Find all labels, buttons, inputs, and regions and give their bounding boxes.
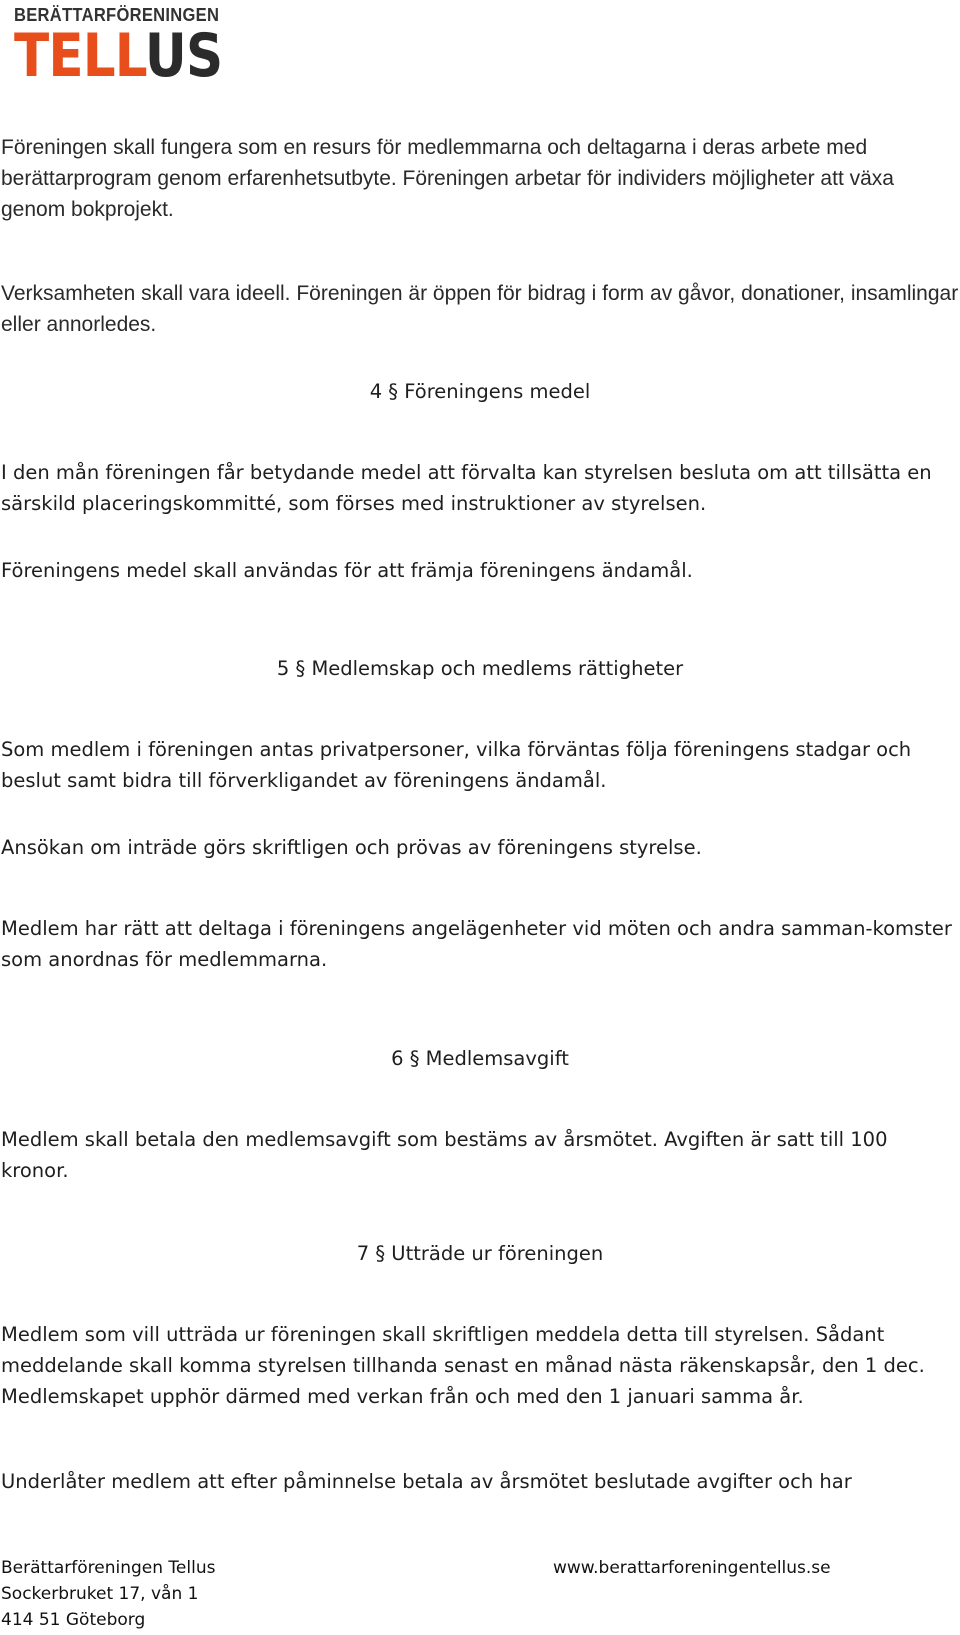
paragraph-funds-usage: Föreningens medel skall användas för att främja föreningens ändamål. bbox=[1, 559, 693, 582]
logo-main-dark: US bbox=[144, 21, 223, 91]
paragraph-resignation: Medlem som vill utträda ur föreningen skall skriftligen meddela detta till styrelsen. Sådant meddelande skall komma styrelsen tillhanda senast en månad nästa räkenskapsår, den 1 dec. Medlemskapet upphör därmed med verkan från och med den 1 januari samma år. bbox=[1, 1323, 925, 1408]
organization-logo bbox=[14, 4, 244, 91]
paragraph-placement-committee: I den mån föreningen får betydande medel att förvalta kan styrelsen besluta om att tillsätta en särskild placeringskommitté, som förses med instruktioner av styrelsen. bbox=[1, 461, 932, 515]
paragraph-purpose: Föreningen skall fungera som en resurs för medlemmarna och deltagarna i deras arbete med berättarprogram genom erfarenhetsutbyte. Föreningen arbetar för individers möjligheter att växa genom bokprojekt. bbox=[1, 136, 894, 221]
footer-org-name: Berättarföreningen Tellus bbox=[1, 1558, 216, 1578]
logo-main-orange: TELL bbox=[14, 21, 145, 91]
section-heading-4: 4 § Föreningens medel bbox=[369, 380, 591, 403]
footer-address-line2: 414 51 Göteborg bbox=[1, 1610, 146, 1630]
footer-address-line1: Sockerbruket 17, vån 1 bbox=[1, 1584, 199, 1604]
paragraph-member-rights: Medlem har rätt att deltaga i föreningens angelägenheter vid möten och andra samman-komster som anordnas för medlemmarna. bbox=[1, 917, 952, 971]
section-heading-7: 7 § Utträde ur föreningen bbox=[356, 1242, 604, 1265]
logo-top-text: BERÄTTARFÖRENINGEN bbox=[14, 5, 220, 25]
paragraph-application: Ansökan om inträde görs skriftligen och prövas av föreningens styrelse. bbox=[1, 836, 702, 859]
logo-main-text bbox=[14, 21, 223, 91]
paragraph-nonpayment: Underlåter medlem att efter påminnelse betala av årsmötet beslutade avgifter och har bbox=[1, 1470, 852, 1493]
section-heading-5: 5 § Medlemskap och medlems rättigheter bbox=[276, 657, 684, 680]
footer-website: www.berattarforeningentellus.se bbox=[553, 1558, 831, 1578]
paragraph-membership-fee: Medlem skall betala den medlemsavgift som bestäms av årsmötet. Avgiften är satt till 100 kronor. bbox=[1, 1128, 888, 1182]
paragraph-nonprofit: Verksamheten skall vara ideell. Föreningen är öppen för bidrag i form av gåvor, donationer, insamlingar eller annorledes. bbox=[1, 282, 959, 336]
paragraph-membership: Som medlem i föreningen antas privatpersoner, vilka förväntas följa föreningens stadgar och beslut samt bidra till förverkligandet av föreningens ändamål. bbox=[1, 738, 912, 792]
footer-address-block bbox=[1, 1555, 215, 1633]
section-heading-6: 6 § Medlemsavgift bbox=[391, 1047, 569, 1070]
